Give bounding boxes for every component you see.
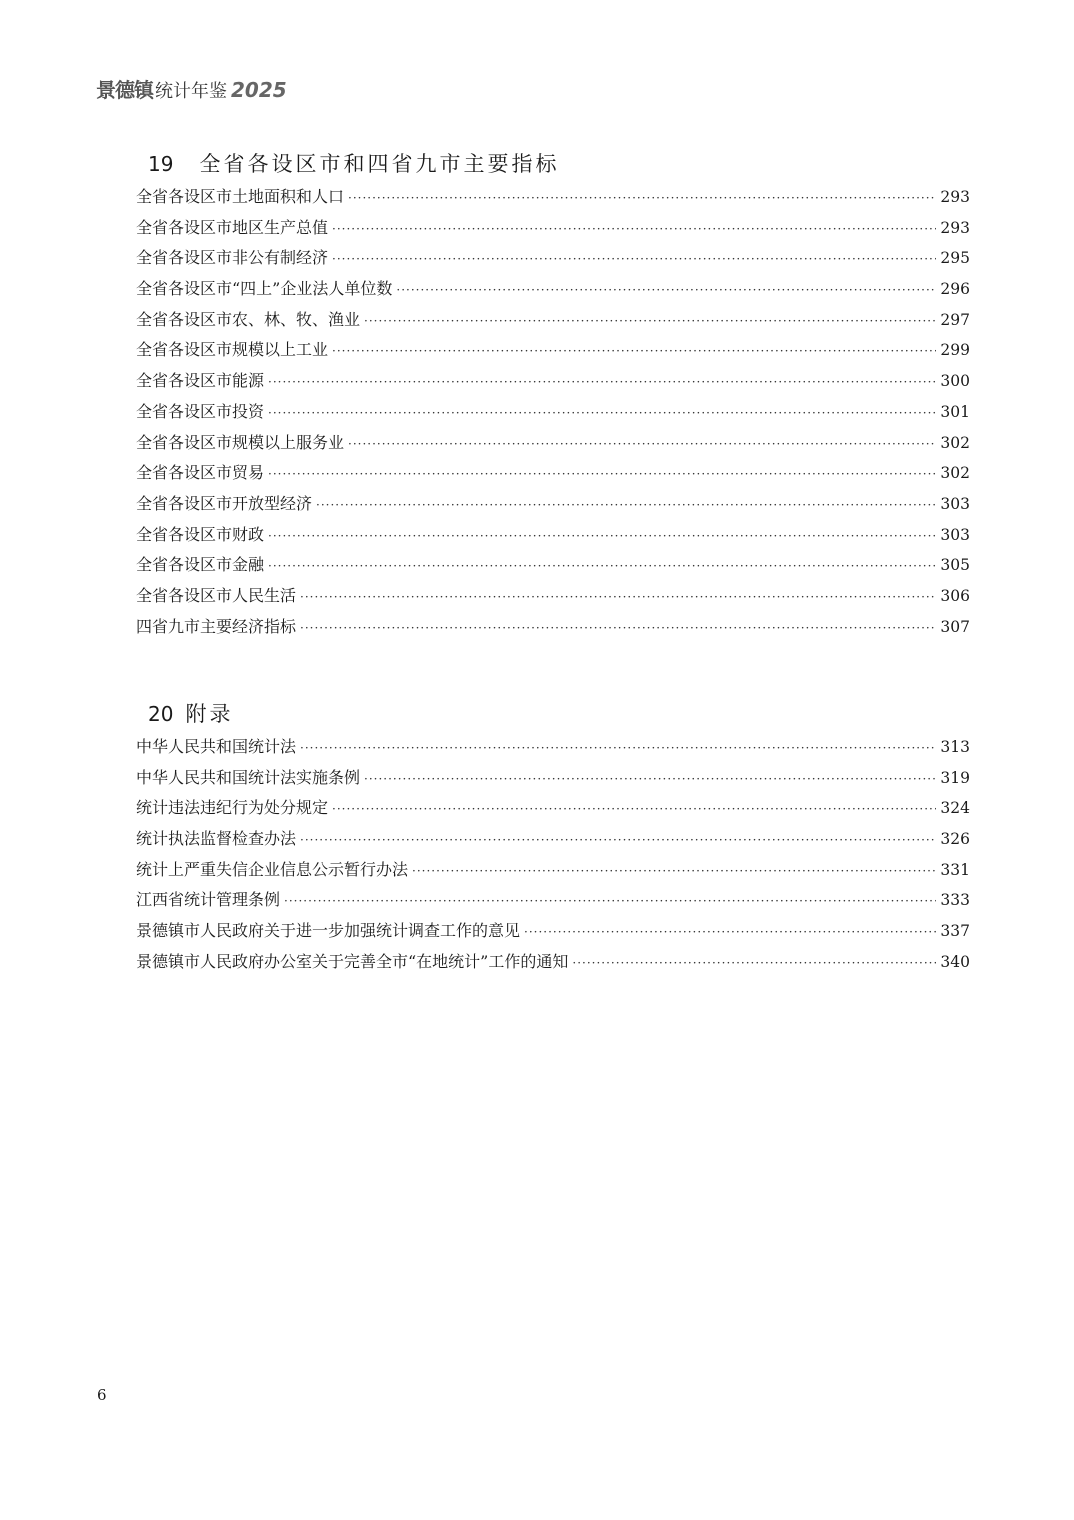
toc-entry-page: 337: [940, 922, 970, 941]
dot-leader: [332, 252, 936, 266]
toc-entry-title: 全省各设区市开放型经济: [136, 493, 313, 513]
toc-entry-page: 293: [940, 218, 970, 237]
toc-entry[interactable]: [136, 583, 970, 614]
toc-entry-page: 313: [940, 738, 970, 756]
dot-leader: [300, 833, 936, 847]
toc-section-20: [136, 698, 970, 980]
toc-entry[interactable]: [136, 918, 970, 949]
header-brand-year: 2025: [231, 78, 287, 102]
dot-leader: [364, 772, 936, 786]
toc-list: [136, 184, 970, 644]
dot-leader: [300, 590, 936, 604]
section-heading: [148, 148, 970, 184]
dot-leader: [332, 344, 936, 358]
toc-entry[interactable]: [136, 949, 970, 980]
toc-entry[interactable]: [136, 765, 970, 796]
toc-entry-title: 江西省统计管理条例: [136, 890, 281, 910]
toc-entry-page: 301: [940, 402, 970, 421]
dot-leader: [332, 802, 936, 816]
header-brand-title: 统计年鉴: [155, 81, 227, 102]
dot-leader: [572, 956, 936, 970]
toc-entry-page: 303: [940, 525, 970, 544]
toc-entry-title: 全省各设区市金融: [136, 555, 265, 575]
toc-entry[interactable]: [136, 522, 970, 553]
toc-entry-page: 303: [940, 494, 970, 513]
dot-leader: [364, 314, 936, 328]
dot-leader: [300, 621, 936, 635]
toc-entry[interactable]: [136, 460, 970, 491]
toc-entry-page: 306: [940, 586, 970, 605]
section-title: 附录: [185, 702, 234, 726]
dot-leader: [396, 283, 936, 297]
toc-entry-page: 333: [940, 891, 970, 910]
toc-entry-page: 302: [940, 464, 970, 483]
dot-leader: [524, 925, 936, 939]
toc-entry-title: 全省各设区市规模以上服务业: [136, 432, 345, 452]
dot-leader: [348, 191, 936, 205]
toc-entry-title: 全省各设区市非公有制经济: [136, 248, 329, 268]
toc-list: [136, 734, 970, 980]
toc-entry[interactable]: [136, 795, 970, 826]
toc-entry[interactable]: [136, 734, 970, 765]
section-heading: [148, 698, 970, 734]
toc-entry-title: 统计执法监督检查办法: [136, 829, 297, 849]
toc-entry[interactable]: [136, 826, 970, 857]
dot-leader: [268, 406, 936, 420]
toc-entry[interactable]: [136, 184, 970, 215]
toc-entry-page: 302: [940, 433, 970, 452]
dot-leader: [268, 375, 936, 389]
toc-entry-page: 319: [940, 768, 970, 787]
header-brand-city: 景德镇: [96, 78, 153, 102]
toc-entry[interactable]: [136, 307, 970, 338]
toc-entry-page: 331: [940, 860, 970, 879]
toc-entry-page: 324: [940, 799, 970, 818]
toc-entry[interactable]: [136, 215, 970, 246]
toc-entry[interactable]: [136, 552, 970, 583]
toc-entry-title: 景德镇市人民政府关于进一步加强统计调查工作的意见: [136, 921, 521, 941]
toc-entry-page: 293: [940, 188, 970, 206]
toc-entry-title: 全省各设区市规模以上工业: [136, 340, 329, 360]
toc-section-19: [136, 148, 970, 644]
toc-entry-page: 300: [940, 372, 970, 391]
toc-entry[interactable]: [136, 430, 970, 461]
toc-entry-page: 340: [940, 952, 970, 971]
toc-entry[interactable]: [136, 276, 970, 307]
toc-entry[interactable]: [136, 368, 970, 399]
toc-entry[interactable]: [136, 857, 970, 888]
toc-entry-title: 中华人民共和国统计法实施条例: [136, 767, 361, 787]
toc-entry[interactable]: [136, 245, 970, 276]
toc-entry-title: 中华人民共和国统计法: [136, 737, 297, 756]
dot-leader: [268, 467, 936, 481]
page-number: 6: [97, 1386, 107, 1404]
toc-entry-title: 全省各设区市财政: [136, 524, 265, 544]
dot-leader: [284, 894, 936, 908]
dot-leader: [268, 529, 936, 543]
dot-leader: [348, 437, 936, 451]
toc-entry-title: 统计违法违纪行为处分规定: [136, 798, 329, 818]
toc-entry-page: 295: [940, 249, 970, 268]
toc-entry-title: 统计上严重失信企业信息公示暂行办法: [136, 859, 409, 879]
toc-entry-title: 全省各设区市“四上”企业法人单位数: [136, 279, 393, 299]
toc-entry-page: 307: [940, 617, 970, 636]
dot-leader: [412, 864, 936, 878]
toc-entry-page: 326: [940, 830, 970, 849]
toc-entry[interactable]: [136, 399, 970, 430]
toc-entry[interactable]: [136, 337, 970, 368]
dot-leader: [268, 559, 936, 573]
toc-entry-title: 全省各设区市地区生产总值: [136, 217, 329, 237]
toc-entry-page: 299: [940, 341, 970, 360]
toc-entry-page: 305: [940, 556, 970, 575]
toc-entry-title: 四省九市主要经济指标: [136, 616, 297, 636]
section-title: 全省各设区市和四省九市主要指标: [199, 152, 560, 176]
toc-entry[interactable]: [136, 614, 970, 645]
toc-entry-title: 全省各设区市土地面积和人口: [136, 187, 345, 206]
toc-entry[interactable]: [136, 491, 970, 522]
toc-entry-title: 全省各设区市农、林、牧、渔业: [136, 309, 361, 329]
toc-entry-title: 景德镇市人民政府办公室关于完善全市“在地统计”工作的通知: [136, 951, 569, 971]
toc-entry-title: 全省各设区市投资: [136, 401, 265, 421]
section-number: 20: [148, 702, 174, 726]
dot-leader: [332, 222, 936, 236]
toc-entry-title: 全省各设区市能源: [136, 371, 265, 391]
toc-entry[interactable]: [136, 887, 970, 918]
toc-entry-page: 297: [940, 310, 970, 329]
toc-entry-title: 全省各设区市贸易: [136, 463, 265, 483]
dot-leader: [300, 741, 936, 755]
dot-leader: [316, 498, 936, 512]
toc-entry-page: 296: [940, 280, 970, 299]
section-number: 19: [148, 152, 174, 176]
toc-entry-title: 全省各设区市人民生活: [136, 585, 297, 605]
running-header: [96, 74, 287, 103]
